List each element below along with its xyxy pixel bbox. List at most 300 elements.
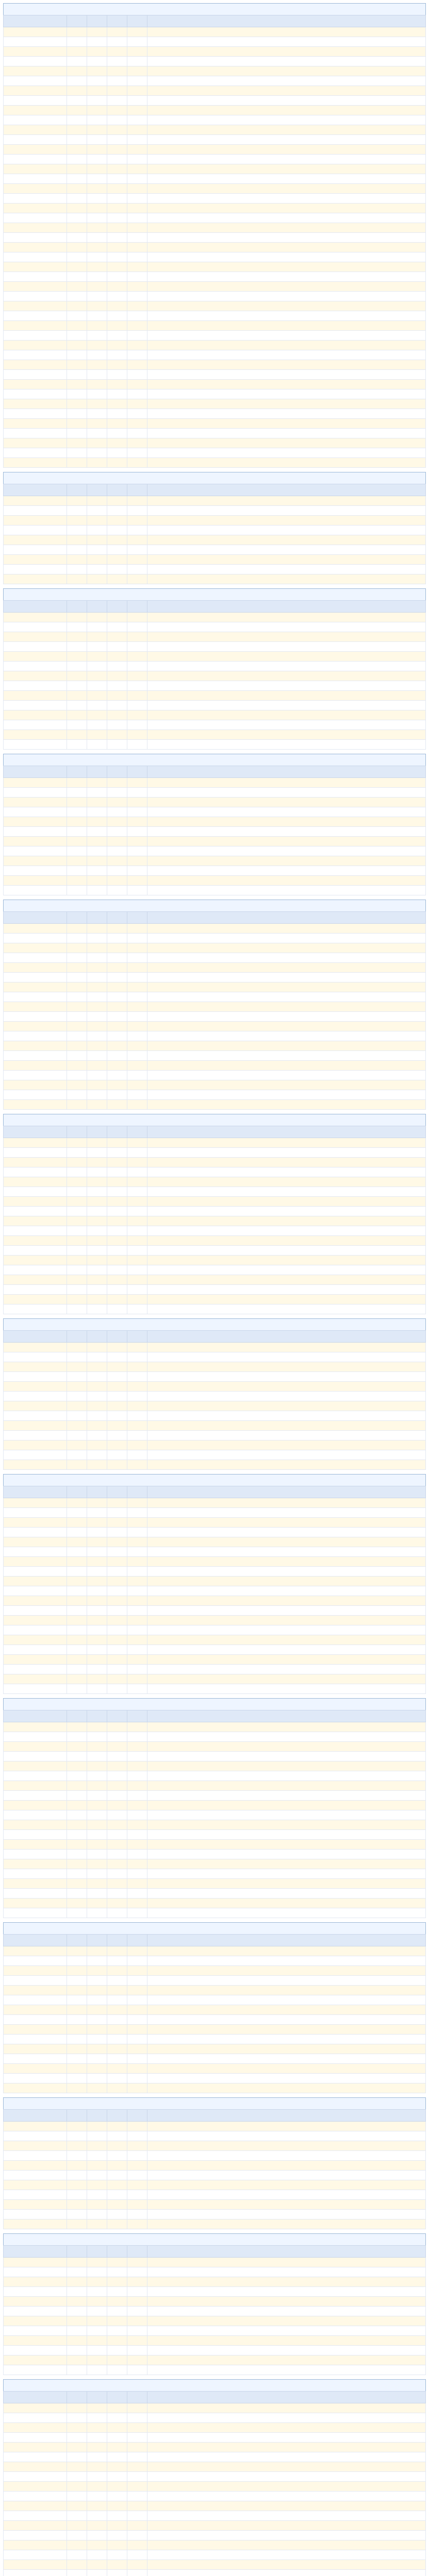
table-row [4,86,426,96]
table-cell [147,1421,426,1431]
table-cell [87,1012,107,1022]
table-cell [4,1781,67,1791]
table-cell [127,1859,147,1869]
table-cell [87,2190,107,2200]
table-row [4,2171,426,2180]
table-cell [147,1372,426,1382]
table-cell [87,2219,107,2229]
table-cell [107,1012,127,1022]
table-cell [87,555,107,565]
table-row [4,1791,426,1801]
table-cell [67,535,87,545]
table-cell [127,632,147,642]
table-cell [147,2297,426,2307]
table-row [4,311,426,321]
table-cell [4,204,67,213]
table-row [4,701,426,710]
table-row [4,856,426,866]
table-cell [127,1781,147,1791]
table-cell [87,1869,107,1879]
column-header [67,912,87,924]
table-cell [127,526,147,535]
table-row [4,535,426,545]
table-cell [147,1528,426,1537]
table-cell [67,2531,87,2540]
table-cell [107,1625,127,1635]
table-row [4,125,426,135]
column-header [107,15,127,27]
table-cell [147,370,426,380]
table-cell [147,331,426,341]
table-cell [87,953,107,963]
table-cell [127,399,147,409]
table-cell [87,1304,107,1314]
table-cell [147,2443,426,2452]
table-cell [107,2200,127,2210]
table-cell [67,419,87,429]
section-title [3,2097,426,2109]
table-row [4,992,426,1002]
table-cell [107,1256,127,1265]
table-cell [107,1295,127,1304]
table-cell [4,1577,67,1586]
table-row [4,1012,426,1022]
table-cell [4,155,67,164]
column-header [127,2246,147,2258]
table-cell [4,2501,67,2511]
table-cell [87,2511,107,2521]
column-header [87,1331,107,1343]
table-row [4,360,426,370]
table-row [4,57,426,66]
table-cell [67,1761,87,1771]
table-row [4,876,426,886]
table-cell [87,1674,107,1684]
table-cell [4,1722,67,1732]
table-cell [4,1401,67,1411]
table-cell [107,233,127,243]
table-row [4,1362,426,1372]
table-cell [87,47,107,57]
table-cell [4,272,67,282]
table-cell [67,982,87,992]
table-row [4,1304,426,1314]
table-row [4,1956,426,1966]
table-cell [4,1674,67,1684]
table-row [4,837,426,846]
table-cell [107,155,127,164]
table-cell [127,613,147,622]
table-cell [127,963,147,973]
table-cell [4,652,67,662]
table-cell [4,2336,67,2346]
table-cell [4,1275,67,1285]
table-cell [147,292,426,301]
table-cell [147,174,426,184]
table-cell [147,1275,426,1285]
table-cell [127,817,147,827]
table-row [4,2219,426,2229]
table-cell [127,2200,147,2210]
table-row [4,1450,426,1460]
table-cell [127,652,147,662]
table-cell [4,1090,67,1100]
table-cell [4,1742,67,1752]
table-cell [107,934,127,943]
table-cell [147,1352,426,1362]
table-row [4,2550,426,2560]
table-cell [147,856,426,866]
table-cell [67,2083,87,2093]
table-cell [147,652,426,662]
column-header [67,484,87,496]
table-cell [127,1752,147,1761]
table-cell [127,1304,147,1314]
table-cell [87,1295,107,1304]
column-header [107,1710,127,1722]
table-row [4,2005,426,2015]
table-cell [127,701,147,710]
table-cell [67,2122,87,2131]
column-header [147,766,426,778]
table-cell [4,1889,67,1899]
table-cell [127,1012,147,1022]
table-cell [127,76,147,86]
table-cell [127,2501,147,2511]
table-cell [127,1138,147,1148]
table-cell [147,2413,426,2423]
table-cell [67,164,87,174]
table-cell [87,2365,107,2375]
table-cell [127,27,147,37]
table-cell [67,1625,87,1635]
table-cell [87,1362,107,1372]
table-cell [4,632,67,642]
table-cell [4,856,67,866]
table-cell [87,1606,107,1616]
table-cell [4,1956,67,1966]
table-cell [147,622,426,632]
table-cell [107,1791,127,1801]
table-cell [67,292,87,301]
table-cell [147,817,426,827]
table-cell [107,2531,127,2540]
table-cell [67,798,87,807]
column-header [67,15,87,27]
table-row [4,282,426,292]
table-row [4,2531,426,2540]
table-cell [127,1840,147,1850]
table-cell [127,47,147,57]
table-cell [87,233,107,243]
table-cell [4,876,67,886]
table-cell [147,2326,426,2336]
table-cell [107,2443,127,2452]
table-cell [127,671,147,681]
table-cell [67,2200,87,2210]
table-cell [147,145,426,155]
table-cell [107,1382,127,1392]
column-header [87,484,107,496]
table-cell [4,1830,67,1840]
table-cell [127,2307,147,2316]
table-cell [87,1801,107,1810]
table-cell [87,1655,107,1665]
table-cell [4,1080,67,1090]
table-cell [4,1187,67,1197]
table-cell [67,1236,87,1246]
table-cell [127,1567,147,1577]
price-table [3,2109,426,2229]
table-cell [4,2161,67,2171]
table-cell [147,1781,426,1791]
table-cell [87,1372,107,1382]
table-cell [107,807,127,817]
table-cell [127,282,147,292]
table-cell [67,1031,87,1041]
table-row [4,1372,426,1382]
table-cell [147,1265,426,1275]
table-cell [107,1450,127,1460]
table-cell [147,448,426,458]
table-cell [87,1508,107,1518]
table-cell [107,778,127,788]
table-cell [67,1352,87,1362]
table-cell [107,2297,127,2307]
table-cell [87,924,107,934]
table-cell [4,943,67,953]
table-cell [107,429,127,438]
table-cell [127,1431,147,1440]
table-cell [87,223,107,233]
table-cell [107,2326,127,2336]
column-header [107,1331,127,1343]
table-cell [87,1946,107,1956]
table-cell [87,2025,107,2035]
table-cell [67,1547,87,1557]
table-row [4,2570,426,2576]
table-cell [127,301,147,311]
table-cell [67,1080,87,1090]
table-cell [67,856,87,866]
table-row [4,76,426,86]
table-cell [127,1421,147,1431]
table-cell [4,982,67,992]
table-row [4,331,426,341]
table-cell [67,1460,87,1470]
table-cell [87,2074,107,2083]
table-cell [127,2346,147,2355]
table-row [4,341,426,350]
table-cell [4,1216,67,1226]
table-cell [67,827,87,837]
section-title [3,3,426,15]
column-header [107,484,127,496]
table-cell [127,135,147,145]
table-cell [67,691,87,701]
table-cell [107,2064,127,2074]
table-cell [127,1207,147,1216]
table-cell [147,1801,426,1810]
table-row [4,1187,426,1197]
table-cell [107,350,127,360]
table-cell [107,194,127,204]
table-cell [87,2180,107,2190]
table-cell [87,145,107,155]
table-cell [4,1138,67,1148]
table-cell [4,1207,67,1216]
table-cell [4,2452,67,2462]
table-cell [67,740,87,750]
column-header [127,601,147,613]
table-row [4,1684,426,1694]
table-cell [127,37,147,47]
table-cell [127,204,147,213]
table-cell [147,321,426,331]
table-cell [127,2492,147,2501]
table-row [4,1732,426,1742]
table-cell [147,458,426,468]
table-cell [127,2151,147,2161]
table-cell [147,1012,426,1022]
table-cell [4,1752,67,1761]
table-cell [147,106,426,115]
table-cell [147,37,426,47]
table-cell [87,331,107,341]
table-cell [107,632,127,642]
table-row [4,798,426,807]
table-row [4,1596,426,1606]
table-cell [107,2141,127,2151]
table-cell [87,389,107,399]
table-cell [87,856,107,866]
table-cell [67,370,87,380]
table-cell [107,701,127,710]
table-cell [107,301,127,311]
table-cell [107,204,127,213]
table-row [4,213,426,223]
table-cell [87,1392,107,1401]
table-cell [4,1372,67,1382]
table-cell [87,2171,107,2180]
table-cell [147,223,426,233]
table-cell [4,671,67,681]
table-cell [127,233,147,243]
table-cell [147,565,426,574]
table-cell [107,953,127,963]
table-cell [4,2462,67,2472]
table-cell [67,662,87,671]
table-cell [67,1771,87,1781]
table-cell [67,2307,87,2316]
table-cell [127,2131,147,2141]
table-cell [107,1216,127,1226]
table-cell [127,1956,147,1966]
table-cell [147,535,426,545]
table-cell [67,807,87,817]
table-cell [67,1820,87,1830]
table-cell [107,642,127,652]
table-cell [4,1537,67,1547]
table-cell [107,321,127,331]
table-cell [107,1956,127,1966]
table-cell [67,788,87,798]
table-cell [107,943,127,953]
table-cell [147,1508,426,1518]
table-cell [4,1382,67,1392]
table-cell [87,1031,107,1041]
table-cell [67,243,87,252]
column-header [87,1710,107,1722]
table-cell [107,545,127,555]
table-cell [147,1216,426,1226]
table-cell [107,837,127,846]
table-cell [4,2277,67,2287]
table-cell [67,262,87,272]
table-row [4,419,426,429]
table-cell [127,370,147,380]
table-cell [147,982,426,992]
table-cell [87,817,107,827]
table-row [4,2452,426,2462]
table-cell [4,2190,67,2200]
table-cell [87,1167,107,1177]
table-cell [87,37,107,47]
table-cell [127,1352,147,1362]
column-header [87,1486,107,1498]
table-cell [147,1606,426,1616]
table-cell [67,1801,87,1810]
table-cell [147,2462,426,2472]
table-cell [4,243,67,252]
table-cell [87,2336,107,2346]
table-row [4,2413,426,2423]
table-cell [87,1616,107,1625]
table-row [4,1859,426,1869]
table-row [4,106,426,115]
table-cell [107,1528,127,1537]
table-row [4,1498,426,1508]
table-row [4,1665,426,1674]
table-cell [4,2210,67,2219]
table-cell [127,710,147,720]
table-cell [4,730,67,740]
table-row [4,2297,426,2307]
price-table [3,911,426,1110]
table-row [4,399,426,409]
table-cell [67,1645,87,1655]
table-cell [127,2355,147,2365]
table-cell [107,2521,127,2531]
table-cell [4,1976,67,1986]
table-cell [107,1148,127,1158]
table-cell [147,1100,426,1110]
table-cell [107,1752,127,1761]
table-cell [67,1401,87,1411]
table-cell [87,1226,107,1236]
table-cell [4,1995,67,2005]
table-cell [87,2540,107,2550]
table-cell [67,555,87,565]
table-cell [107,1722,127,1732]
table-cell [107,1586,127,1596]
table-cell [87,1352,107,1362]
table-cell [4,2492,67,2501]
table-cell [4,1304,67,1314]
table-cell [67,1167,87,1177]
table-cell [4,2122,67,2131]
column-header [67,766,87,778]
